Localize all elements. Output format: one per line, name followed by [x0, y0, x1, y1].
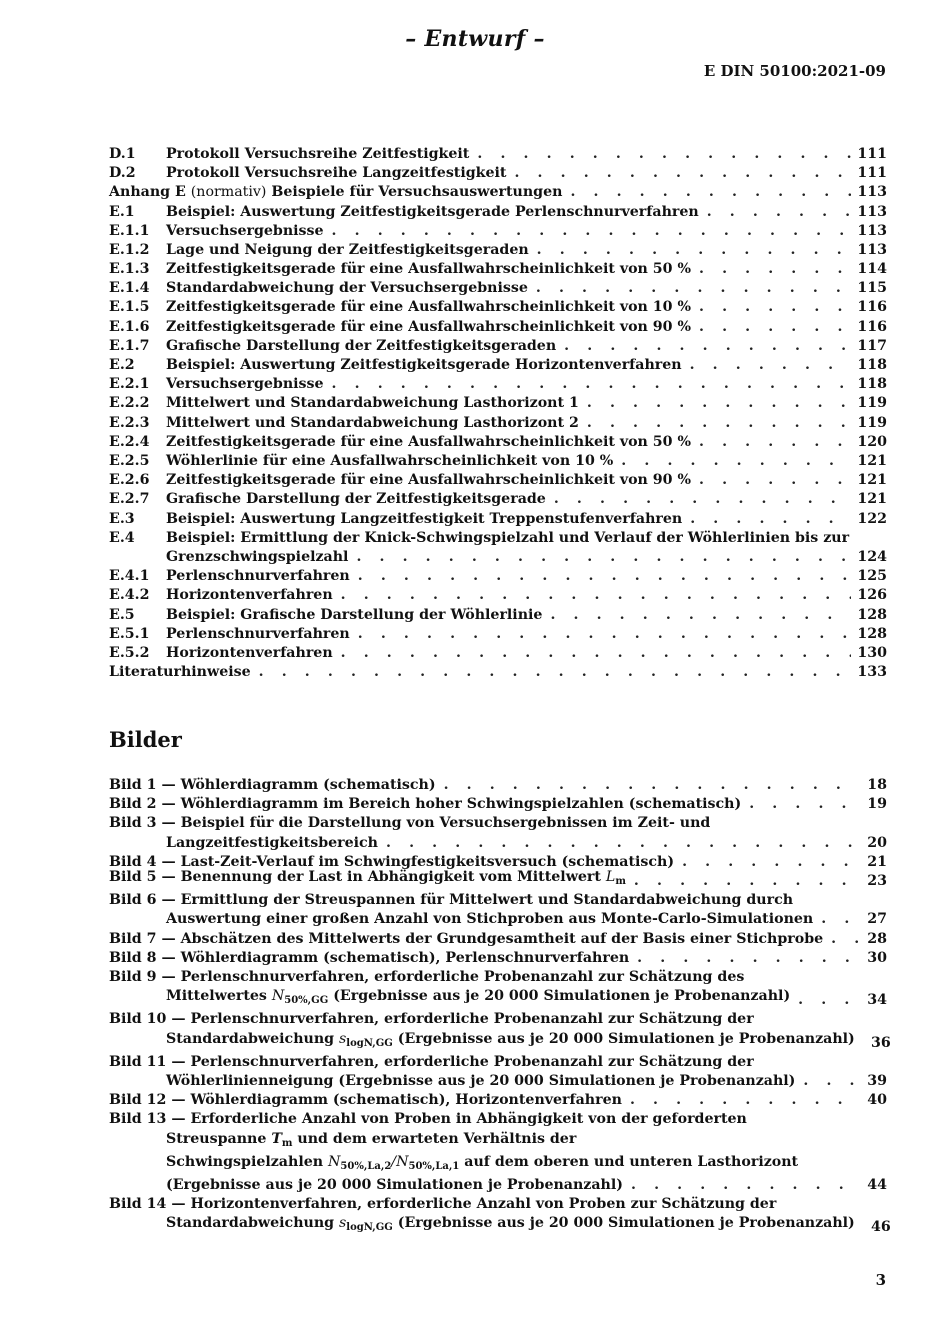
figure-entry [109, 868, 887, 891]
toc-entry-number: E.2.6 [109, 472, 150, 489]
leader-dots [358, 625, 851, 644]
toc-entry-title: Standardabweichung der Versuchsergebnisse [166, 280, 528, 297]
leader-dots [514, 164, 851, 183]
toc-entry-number: E.2.1 [109, 376, 150, 393]
figure-caption: Bild 7 — Abschätzen des Mittelwerts der Grundgesamtheit auf der Basis einer Stichprobe [109, 930, 824, 947]
figure-caption-cont: Schwingspielzahlen $N_{50\%,La,2}/N_{50\%,La,1}$ auf dem oberen und unteren Lasthorizont [166, 1153, 799, 1172]
toc-entry [109, 356, 887, 375]
math-subscript: m [615, 875, 626, 887]
figure-caption-cont: Langzeitfestigkeitsbereich . . . 20 [109, 834, 887, 853]
figure-caption: Bild 8 — Wöhlerdiagramm (schematisch), Perlenschnurverfahren [109, 949, 630, 966]
figure-caption: Bild 5 — Benennung der Last in Abhängigkeit vom Mittelwert $L_m$ [109, 868, 626, 887]
toc-entry-number: E.1.2 [109, 241, 150, 258]
toc-entry [109, 260, 887, 279]
figure-caption: Bild 3 — Beispiel für die Darstellung von Versuchsergebnissen im Zeit- und [109, 815, 711, 832]
toc-page-number: 28 [867, 930, 887, 947]
toc-entry-title-cont: Grenzschwingspielzahl [166, 548, 349, 565]
toc-entry [109, 299, 887, 318]
leader-dots [831, 930, 859, 949]
toc-entry-title: Mittelwert und Standardabweichung Lasthorizont 2 [166, 414, 579, 431]
toc-entry [109, 490, 887, 509]
leader-dots [550, 606, 851, 625]
toc-page-number: 118 [857, 376, 887, 393]
toc-page-number: 122 [857, 510, 887, 527]
toc-entry-title: Perlenschnurverfahren [166, 625, 350, 642]
toc-page-number: 36 [871, 1034, 891, 1051]
toc-entry-title: Perlenschnurverfahren [166, 568, 350, 585]
figure-entry [109, 776, 887, 795]
toc-page-number: 111 [857, 165, 887, 182]
figure-caption: Bild 13 — Erforderliche Anzahl von Proben in Abhängigkeit von der geforderten [109, 1111, 747, 1128]
toc-entry [109, 164, 887, 183]
toc-entry [109, 222, 887, 241]
leader-dots [570, 183, 851, 202]
toc-page-number: 27 [867, 911, 887, 928]
figure-entry [109, 1091, 887, 1110]
toc-entry-title: Beispiel: Ermittlung der Knick-Schwingspielzahl und Verlauf der Wöhlerlinien bis zur [166, 529, 850, 546]
toc-entry-number: E.1.4 [109, 280, 150, 297]
figure-entry [109, 814, 887, 852]
toc-page-number: 121 [857, 491, 887, 508]
toc-page-number: 39 [867, 1072, 887, 1089]
toc-entry [109, 241, 887, 260]
figure-caption: Bild 9 — Perlenschnurverfahren, erforderliche Probenanzahl zur Schätzung des [109, 968, 745, 985]
toc-page-number: 130 [857, 644, 887, 661]
toc-page-number: 121 [857, 472, 887, 489]
toc-entry [109, 394, 887, 413]
toc-entry-number: E.1.1 [109, 222, 150, 239]
figure-caption: Bild 14 — Horizontenverfahren, erforderliche Anzahl von Proben zur Schätzung der [109, 1196, 777, 1213]
toc-page-number: 116 [857, 299, 887, 316]
toc-entry-title: Protokoll Versuchsreihe Zeitfestigkeit [166, 145, 470, 162]
toc-entry-number: E.2.4 [109, 433, 150, 450]
page-number: 3 [875, 1271, 886, 1289]
toc-page-number: 113 [857, 203, 887, 220]
toc-entry-title: Anhang E (normativ) Beispiele für Versuchsauswertungen [109, 184, 563, 201]
leader-dots [637, 949, 859, 968]
toc-entry-number: E.1.6 [109, 318, 150, 335]
math-subscript: logN,GG [346, 1222, 393, 1234]
figure-caption-cont: Standardabweichung $s_{logN,GG}$ (Ergebnisse aus je 20 000 Simulationen je Probenanzahl) 46 [109, 1214, 887, 1237]
figure-entry [109, 795, 887, 814]
toc-page-number: 117 [857, 337, 887, 354]
toc-entry [109, 586, 887, 605]
math-symbol: s [339, 1030, 347, 1047]
figure-entry [109, 968, 887, 1010]
math-symbol: L [605, 868, 616, 885]
leader-dots [699, 260, 851, 279]
leader-dots [537, 241, 851, 260]
toc-entry-number: E.5.1 [109, 625, 150, 642]
figure-caption: Bild 12 — Wöhlerdiagramm (schematisch), Horizontenverfahren [109, 1092, 622, 1109]
toc-entry-number: E.1.3 [109, 261, 150, 278]
toc-entry [109, 375, 887, 394]
leader-dots [798, 991, 859, 1010]
toc-entry-number: E.2.2 [109, 395, 150, 412]
toc-entry-number: E.2 [109, 357, 135, 374]
figure-entry [109, 930, 887, 949]
leader-dots [477, 145, 851, 164]
figure-caption-cont: (Ergebnisse aus je 20 000 Simulationen je Probenanzahl) . . . 44 [109, 1176, 887, 1195]
leader-dots [631, 1176, 859, 1195]
toc-entry [109, 145, 887, 164]
toc-entry [109, 510, 887, 529]
figure-caption: Bild 10 — Perlenschnurverfahren, erforderliche Probenanzahl zur Schätzung der [109, 1011, 754, 1028]
toc-page-number: 46 [871, 1219, 891, 1236]
leader-dots [587, 414, 851, 433]
list-of-figures [109, 776, 891, 1238]
toc-entry [109, 452, 887, 471]
toc-entry [109, 663, 887, 682]
leader-dots [699, 471, 851, 490]
math-subscript: 50%,GG [284, 995, 329, 1007]
toc-page-number: 116 [857, 318, 887, 335]
toc-page-number: 20 [867, 834, 887, 851]
toc-entry-title: Versuchsergebnisse [166, 222, 324, 239]
toc-page-number: 114 [857, 261, 887, 278]
toc-page-number: 128 [857, 606, 887, 623]
figures-heading: Bilder [109, 727, 182, 752]
toc-entry-title: Beispiel: Grafische Darstellung der Wöhlerlinie [166, 606, 543, 623]
toc-entry-title: Zeitfestigkeitsgerade für eine Ausfallwahrscheinlichkeit von 50 % [166, 433, 691, 450]
toc-entry-number: E.1.5 [109, 299, 150, 316]
figure-caption-cont: Streuspanne $T_m$ und dem erwarteten Verhältnis der [166, 1130, 577, 1149]
leader-dots [690, 356, 851, 375]
toc-entry-title: Zeitfestigkeitsgerade für eine Ausfallwahrscheinlichkeit von 90 % [166, 318, 691, 335]
math-symbol: N [396, 1153, 409, 1170]
draft-title: – Entwurf – [405, 26, 545, 52]
leader-dots [630, 1091, 859, 1110]
figure-entry [109, 949, 887, 968]
toc-entry [109, 279, 887, 298]
toc-page-number: 126 [857, 587, 887, 604]
math-symbol: s [339, 1215, 347, 1232]
leader-dots [358, 567, 851, 586]
toc-page-number: 120 [857, 433, 887, 450]
toc-entry-title: Zeitfestigkeitsgerade für eine Ausfallwahrscheinlichkeit von 50 % [166, 261, 691, 278]
leader-dots [259, 663, 851, 682]
toc-page-number: 44 [867, 1176, 887, 1193]
toc-page-number: 113 [857, 184, 887, 201]
leader-dots [699, 318, 851, 337]
toc-entry-title: Grafische Darstellung der Zeitfestigkeitsgerade [166, 491, 546, 508]
toc-entry-number: D.2 [109, 165, 136, 182]
leader-dots [634, 872, 859, 891]
leader-dots [587, 394, 851, 413]
leader-dots [356, 548, 851, 567]
leader-dots [554, 490, 851, 509]
leader-dots [621, 452, 851, 471]
toc-entry-number: E.4 [109, 529, 135, 546]
leader-dots [699, 433, 851, 452]
toc-page-number: 40 [867, 1092, 887, 1109]
figure-caption-cont: Wöhlerlinienneigung (Ergebnisse aus je 20 000 Simulationen je Probenanzahl) . . . 39 [109, 1072, 887, 1091]
toc-entry-title: Horizontenverfahren [166, 644, 333, 661]
math-subscript: 50%,La,1 [408, 1160, 460, 1172]
toc-page-number: 30 [867, 949, 887, 966]
toc-entry-number: E.2.7 [109, 491, 150, 508]
toc-entry-title: Horizontenverfahren [166, 587, 333, 604]
toc-entry-number: E.3 [109, 510, 135, 527]
toc-page-number: 34 [867, 992, 887, 1009]
toc-entry-title: Versuchsergebnisse [166, 376, 324, 393]
toc-page-number: 133 [857, 664, 887, 681]
toc-entry [109, 433, 887, 452]
leader-dots [803, 1072, 859, 1091]
toc-entry-title: Mittelwert und Standardabweichung Lasthorizont 1 [166, 395, 579, 412]
leader-dots [699, 298, 851, 317]
toc-entry-title: Literaturhinweise [109, 664, 251, 681]
figure-entry [109, 891, 887, 929]
toc-page-number: 23 [867, 872, 887, 889]
toc-page-number: 111 [857, 145, 887, 162]
toc-page-number: 113 [857, 222, 887, 239]
toc-page-number: 18 [867, 776, 887, 793]
figure-caption: Bild 6 — Ermittlung der Streuspannen für Mittelwert und Standardabweichung durch [109, 892, 794, 909]
toc-entry-number: E.4.2 [109, 587, 150, 604]
toc-page-number: 118 [857, 357, 887, 374]
toc-entry-number: E.1 [109, 203, 135, 220]
toc-page-number: 113 [857, 241, 887, 258]
toc-entry-title: Zeitfestigkeitsgerade für eine Ausfallwahrscheinlichkeit von 10 % [166, 299, 691, 316]
toc-entry-number: E.5.2 [109, 644, 150, 661]
math-symbol: T [271, 1130, 282, 1147]
figure-caption-cont: Standardabweichung $s_{logN,GG}$ (Ergebnisse aus je 20 000 Simulationen je Probenanzahl) 36 [109, 1030, 887, 1053]
toc-page-number: 119 [857, 414, 887, 431]
toc-entry [109, 318, 887, 337]
leader-dots [690, 510, 851, 529]
toc-entry [109, 203, 887, 222]
annex-type: (normativ) [190, 184, 267, 201]
leader-dots [341, 644, 851, 663]
figure-caption-cont: Mittelwertes $N_{50\%,GG}$ (Ergebnisse aus je 20 000 Simulationen je Probenanzahl) . . . 34 [109, 987, 887, 1010]
toc-page-number: 124 [857, 548, 887, 565]
toc-entry-number: E.2.3 [109, 414, 150, 431]
leader-dots [821, 910, 859, 929]
toc-entry-title: Protokoll Versuchsreihe Langzeitfestigkeit [166, 165, 507, 182]
toc-entry [109, 414, 887, 433]
toc-entry [109, 606, 887, 625]
leader-dots [536, 279, 851, 298]
math-subscript: m [281, 1137, 293, 1149]
toc-page-number: 128 [857, 625, 887, 642]
toc-entry-number: E.1.7 [109, 337, 150, 354]
leader-dots [386, 834, 859, 853]
toc-entry-title: Zeitfestigkeitsgerade für eine Ausfallwahrscheinlichkeit von 90 % [166, 472, 691, 489]
figure-entry [109, 1053, 887, 1091]
toc-page-number: 125 [857, 568, 887, 585]
toc-entry [109, 471, 887, 490]
toc-entry-number: E.5 [109, 606, 135, 623]
math-subscript: 50%,La,2 [340, 1160, 392, 1172]
toc-page-number: 121 [857, 452, 887, 469]
figure-caption: Bild 11 — Perlenschnurverfahren, erforderliche Probenanzahl zur Schätzung der [109, 1053, 754, 1070]
document-number: E DIN 50100:2021-09 [703, 62, 886, 80]
toc-page-number: 115 [857, 280, 887, 297]
toc-page-number: 119 [857, 395, 887, 412]
figure-entry [109, 1010, 891, 1052]
toc-entry-title: Grafische Darstellung der Zeitfestigkeitsgeraden [166, 337, 557, 354]
leader-dots [564, 337, 851, 356]
leader-dots [749, 795, 859, 814]
toc-page-number: 21 [867, 853, 887, 870]
figure-caption-cont: Auswertung einer großen Anzahl von Stichproben aus Monte-Carlo-Simulationen . . . 27 [109, 910, 887, 929]
toc-entry-number: D.1 [109, 145, 136, 162]
toc-entry-title: Lage und Neigung der Zeitfestigkeitsgeraden [166, 241, 529, 258]
figure-entry [109, 1195, 891, 1237]
toc-entry-title: Beispiel: Auswertung Zeitfestigkeitsgerade Horizontenverfahren [166, 357, 682, 374]
leader-dots [444, 776, 859, 795]
math-symbol: N [271, 988, 285, 1005]
toc-entry-number: E.4.1 [109, 568, 150, 585]
leader-dots [332, 222, 851, 241]
toc-entry [109, 529, 887, 567]
leader-dots [341, 586, 851, 605]
table-of-contents [109, 145, 887, 682]
toc-entry [109, 183, 887, 202]
toc-entry [109, 567, 887, 586]
toc-entry [109, 625, 887, 644]
math-symbol: N [328, 1153, 341, 1170]
toc-entry-title: Beispiel: Auswertung Langzeitfestigkeit Treppenstufenverfahren [166, 510, 683, 527]
toc-entry-title: Wöhlerlinie für eine Ausfallwahrscheinlichkeit von 10 % [166, 452, 614, 469]
toc-entry-number: E.2.5 [109, 452, 150, 469]
toc-entry [109, 337, 887, 356]
figure-caption: Bild 4 — Last-Zeit-Verlauf im Schwingfestigkeitsversuch (schematisch) [109, 853, 675, 870]
figure-caption: Bild 2 — Wöhlerdiagramm im Bereich hoher Schwingspielzahlen (schematisch) [109, 796, 742, 813]
leader-dots [707, 203, 851, 222]
toc-page-number: 19 [867, 796, 887, 813]
toc-entry [109, 644, 887, 663]
toc-entry-title: Beispiel: Auswertung Zeitfestigkeitsgerade Perlenschnurverfahren [166, 203, 699, 220]
leader-dots [332, 375, 851, 394]
figure-entry [109, 1110, 887, 1195]
math-slash: / [391, 1153, 397, 1170]
math-subscript: logN,GG [346, 1037, 393, 1049]
figure-caption: Bild 1 — Wöhlerdiagramm (schematisch) [109, 776, 436, 793]
